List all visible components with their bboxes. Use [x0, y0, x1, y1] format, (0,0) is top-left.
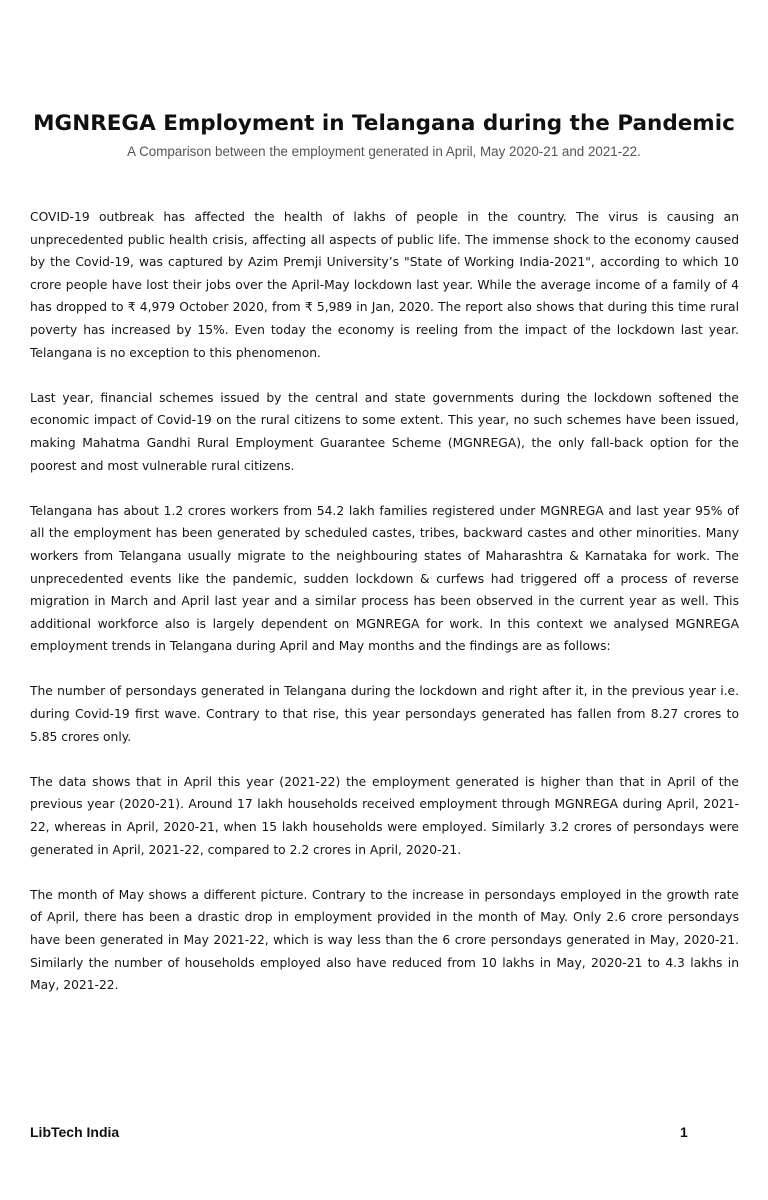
footer-page-number: 1 — [680, 1124, 688, 1140]
footer-organization: LibTech India — [30, 1124, 120, 1140]
paragraph-covid-impact: COVID-19 outbreak has affected the health of lakhs of people in the country. The virus is causing an unprecedented public health crisis, affecting all aspects of public life. The immense shock to the economy caused by the Covid-19, was captured by Azim Premji University’s "State of Working India-2021", according to which 10 crore people have lost their jobs over the April-May lockdown last year. While the average income of a family of 4 has dropped to ₹ 4,979 October 2020, from ₹ 5,989 in Jan, 2020. The report also shows that during this time rural poverty has increased by 15%. Even today the economy is reeling from the impact of the lockdown last year. Telangana is no exception to this phenomenon. — [30, 210, 739, 360]
document-subtitle: A Comparison between the employment generated in April, May 2020-21 and 2021-22. — [127, 144, 641, 159]
document-body — [30, 206, 739, 1019]
paragraph-april-data: The data shows that in April this year (2021-22) the employment generated is higher than that in April of the previous year (2020-21). Around 17 lakh households received employment through MGNREGA during April, 2021-22, whereas in April, 2020-21, when 15 lakh households were employed. Similarly 3.2 crores of persondays were generated in April, 2021-22, compared to 2.2 crores in April, 2020-21. — [30, 774, 739, 857]
document-title: MGNREGA Employment in Telangana during the Pandemic — [33, 111, 735, 136]
paragraph-persondays: The number of persondays generated in Telangana during the lockdown and right after it, in the previous year i.e. during Covid-19 first wave. Contrary to that rise, this year persondays generated has fallen from 8.27 crores to 5.85 crores only. — [30, 684, 739, 744]
paragraph-telangana-workers: Telangana has about 1.2 crores workers from 54.2 lakh families registered under MGNREGA and last year 95% of all the employment has been generated by scheduled castes, tribes, backward castes and other minorities. Many workers from Telangana usually migrate to the neighbouring states of Maharashtra & Karnataka for work. The unprecedented events like the pandemic, sudden lockdown & curfews had triggered off a process of reverse migration in March and April last year and a similar process has been observed in the current year as well. This additional workforce also is largely dependent on MGNREGA for work. In this context we analysed MGNREGA employment trends in Telangana during April and May months and the findings are as follows: — [30, 503, 739, 654]
paragraph-may-data: The month of May shows a different picture. Contrary to the increase in persondays employed in the growth rate of April, there has been a drastic drop in employment provided in the month of May. Only 2.6 crore persondays have been generated in May 2021-22, which is way less than the 6 crore persondays generated in May, 2020-21. Similarly the number of households employed also have reduced from 10 lakhs in May, 2020-21 to 4.3 lakhs in May, 2021-22. — [30, 887, 739, 993]
paragraph-financial-schemes: Last year, financial schemes issued by the central and state governments during the lockdown softened the economic impact of Covid-19 on the rural citizens to some extent. This year, no such schemes have been issued, making Mahatma Gandhi Rural Employment Guarantee Scheme (MGNREGA), the only fall-back option for the poorest and most vulnerable rural citizens. — [30, 390, 739, 473]
